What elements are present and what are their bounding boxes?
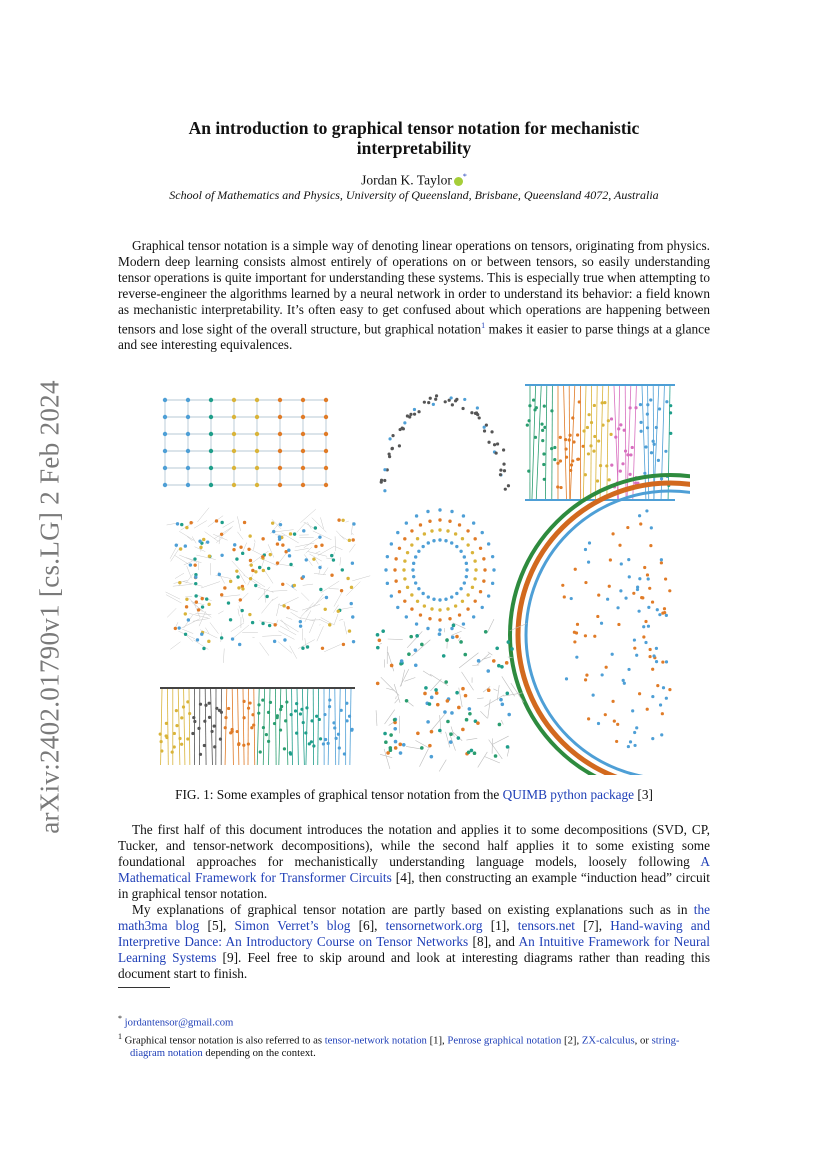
fn1-text-2: [1], bbox=[426, 1034, 448, 1047]
abstract-text-1: Graphical tensor notation is a simple way of denoting linear operations on tensors, originating from physics. Modern deep learning consists almost entirely of operations on or between tensors, so easily understanding tensor operations is quite important for understanding these systems. This is especially true when attempting to reverse-engineer the algorithms learned by a neural network in order to understand its behavior: a field known as mechanistic interpretability. It’s often easy to get confused about which operations are happening between tensors and lose sight of the overall structure, but graphical notation bbox=[118, 238, 710, 337]
quimb-link[interactable]: QUIMB python package bbox=[502, 787, 635, 802]
abstract-text-2: makes it easier to parse things at a glance and see interesting equivalences. bbox=[118, 321, 710, 353]
panel-grid-lattice bbox=[163, 398, 328, 487]
footnote-rule bbox=[118, 987, 170, 988]
handwaving-link[interactable]: Hand-waving and Interpretive Dance: An Introductory Course on Tensor Networks bbox=[118, 918, 710, 949]
paragraph-2 bbox=[118, 902, 710, 982]
math-framework-link[interactable]: A Mathematical Framework for Transformer Circuits bbox=[118, 854, 710, 885]
verret-blog-link[interactable]: Simon Verret’s blog bbox=[234, 918, 351, 933]
figure-caption bbox=[118, 787, 710, 803]
p2-text-7: [9]. Feel free to skip around and look at interesting diagrams rather than reading this document start to finish. bbox=[118, 950, 710, 981]
p1-text-2: [4], then constructing an example “induction head” circuit in graphical tensor notation. bbox=[118, 870, 710, 901]
panel-bottom-strings bbox=[159, 688, 355, 765]
p2-text-2: [5], bbox=[199, 918, 235, 933]
paper-title bbox=[120, 118, 708, 158]
panel-rings bbox=[384, 508, 495, 631]
author-line bbox=[120, 172, 708, 189]
abstract bbox=[118, 238, 710, 353]
affiliation: School of Mathematics and Physics, University of Queensland, Brisbane, Queensland 4072, Australia bbox=[169, 188, 659, 202]
paragraph-1 bbox=[118, 822, 710, 902]
string-diagram-link[interactable]: string-diagram notation bbox=[130, 1034, 680, 1060]
zx-calculus-link[interactable]: ZX-calculus bbox=[581, 1034, 635, 1047]
fn1-text-1: Graphical tensor notation is also referred to as bbox=[124, 1034, 325, 1047]
tensors-net-link[interactable]: tensors.net bbox=[517, 918, 575, 933]
math3ma-link[interactable]: the math3ma blog bbox=[118, 902, 710, 933]
title-line-2: interpretability bbox=[356, 138, 472, 158]
p2-text-3: [6], bbox=[350, 918, 386, 933]
fn1-text-3: [2], bbox=[561, 1034, 582, 1047]
author-footnote-mark[interactable]: * bbox=[462, 172, 467, 181]
p2-text-1: My explanations of graphical tensor notation are partly based on existing explanations such as in bbox=[132, 902, 694, 917]
arxiv-id: arXiv:2402.01790v1 [cs.LG] 2 Feb 2024 bbox=[34, 380, 65, 834]
body-text bbox=[118, 822, 710, 982]
panel-tangle bbox=[376, 619, 527, 771]
p2-text-6: [8], and bbox=[468, 934, 519, 949]
caption-suffix: [3] bbox=[634, 787, 653, 802]
fn1-text-4: , or bbox=[634, 1034, 652, 1047]
footnote-1 bbox=[118, 1030, 710, 1061]
fn1-mark: 1 bbox=[118, 1031, 122, 1041]
penrose-link[interactable]: Penrose graphical notation bbox=[447, 1034, 562, 1047]
fn-star-mark: * bbox=[118, 1014, 122, 1023]
panel-dense-mesh bbox=[166, 508, 371, 663]
tensor-network-notation-link[interactable]: tensor-network notation bbox=[324, 1034, 427, 1047]
p2-text-5: [7], bbox=[575, 918, 611, 933]
intuitive-framework-link[interactable]: An Intuitive Framework for Neural Learning Systems bbox=[118, 934, 710, 965]
author-name: Jordan K. Taylor bbox=[361, 172, 452, 188]
footnote-email bbox=[118, 1012, 710, 1030]
title-line-1: An introduction to graphical tensor notation for mechanistic bbox=[188, 118, 640, 138]
orcid-icon[interactable] bbox=[454, 177, 463, 186]
footnotes bbox=[118, 1012, 710, 1060]
caption-prefix: FIG. 1: Some examples of graphical tensor notation from the bbox=[175, 787, 503, 802]
footnote-ref-1[interactable]: 1 bbox=[481, 321, 486, 330]
email-link[interactable]: jordantensor@gmail.com bbox=[124, 1016, 234, 1029]
panel-arch bbox=[380, 394, 510, 492]
tensornetwork-link[interactable]: tensornetwork.org bbox=[385, 918, 483, 933]
fn1-text-5: depending on the context. bbox=[202, 1047, 316, 1060]
p1-text-1: The first half of this document introduces the notation and applies it to some decompositions (SVD, CP, Tucker, and tensor-network decompositions), while the second half applies it to some existing some foundational approaches for mechanistically understanding language models, loosely following bbox=[118, 822, 710, 869]
p2-text-4: [1], bbox=[482, 918, 518, 933]
panel-big-ring bbox=[510, 475, 690, 775]
figure-tensor-networks bbox=[150, 380, 690, 775]
arxiv-sidebar-stamp bbox=[28, 372, 72, 842]
